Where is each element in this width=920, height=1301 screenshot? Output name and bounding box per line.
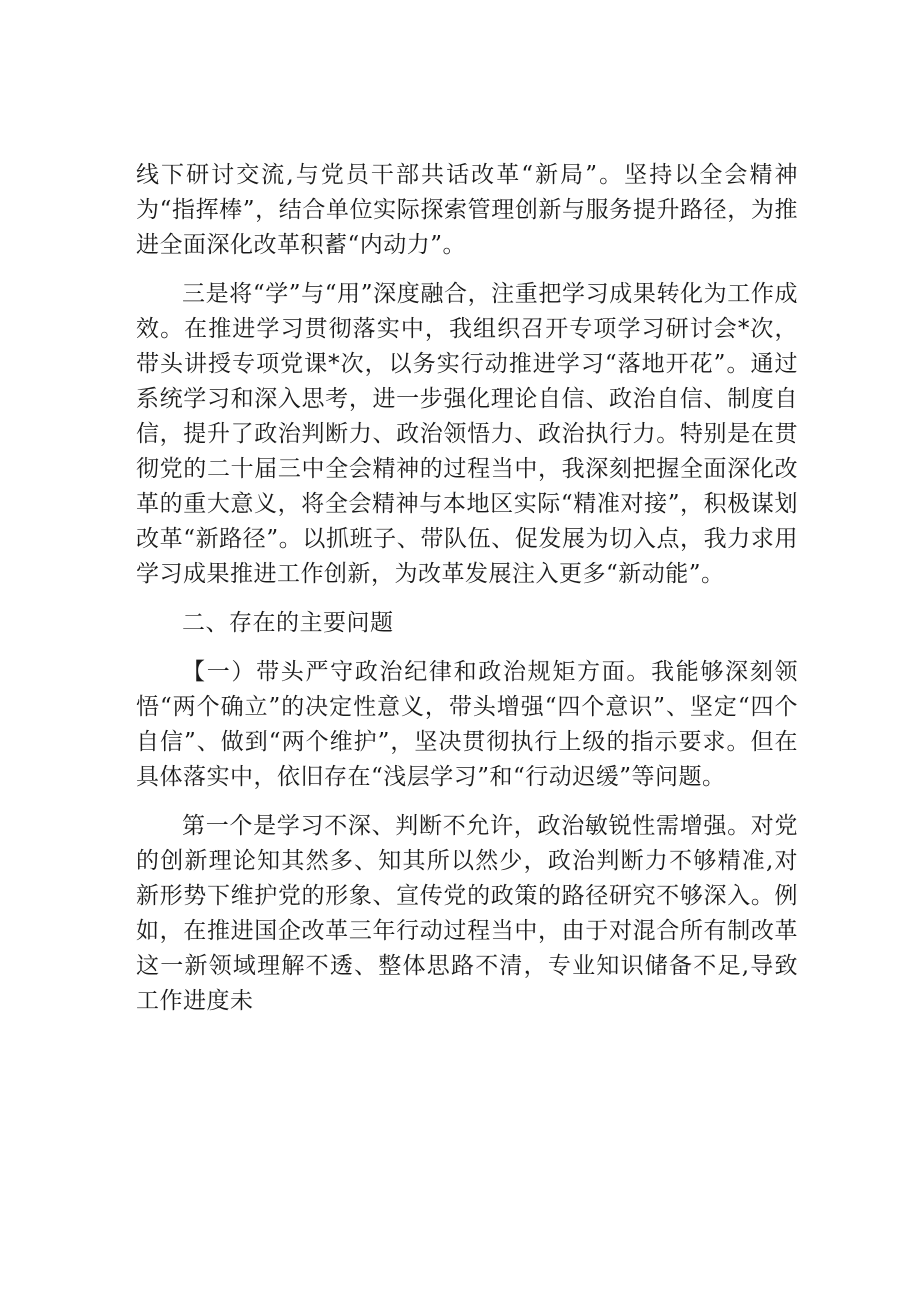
document-body xyxy=(136,158,798,1033)
section-heading-main-problems: 二、存在的主要问题 xyxy=(182,610,394,636)
paragraph-continuation: 线下研讨交流,与党员干部共话改革“新局”。坚持以全会精神为“指挥棒”，结合单位实际探索管理创新与服务提升路径，为推进全面深化改革积蓄“内动力”。 xyxy=(136,162,798,258)
paragraph-first-issue: 第一个是学习不深、判断不允许，政治敏锐性需增强。对党的创新理论知其然多、知其所以然少，政治判断力不够精准,对新形势下维护党的形象、宣传党的政策的路径研究不够深入。例如，在推进国企改革三年行动过程当中，由于对混合所有制改革这一新领域理解不透、整体思路不清，专业知识储备不足,导致工作进度未 xyxy=(136,813,798,1014)
paragraph-subsection-one: 【一）带头严守政治纪律和政治规矩方面。我能够深刻领悟“两个确立”的决定性意义，带头增强“四个意识”、坚定“四个自信”、做到“两个维护”，坚决贯彻执行上级的指示要求。但在具体落实中，依旧存在“浅层学习”和“行动迟缓”等问题。 xyxy=(136,659,798,790)
paragraph-point-three: 三是将“学”与“用”深度融合，注重把学习成果转化为工作成效。在推进学习贯彻落实中，我组织召开专项学习研讨会*次，带头讲授专项党课*次，以务实行动推进学习“落地开花”。通过系统学习和深入思考，进一步强化理论自信、政治自信、制度自信，提升了政治判断力、政治领悟力、政治执行力。特别是在贯彻党的二十届三中全会精神的过程当中，我深刻把握全面深化改革的重大意义，将全会精神与本地区实际“精准对接”，积极谋划改革“新路径”。以抓班子、带队伍、促发展为切入点，我力求用学习成果推进工作创新，为改革发展注入更多“新动能”。 xyxy=(136,281,798,587)
